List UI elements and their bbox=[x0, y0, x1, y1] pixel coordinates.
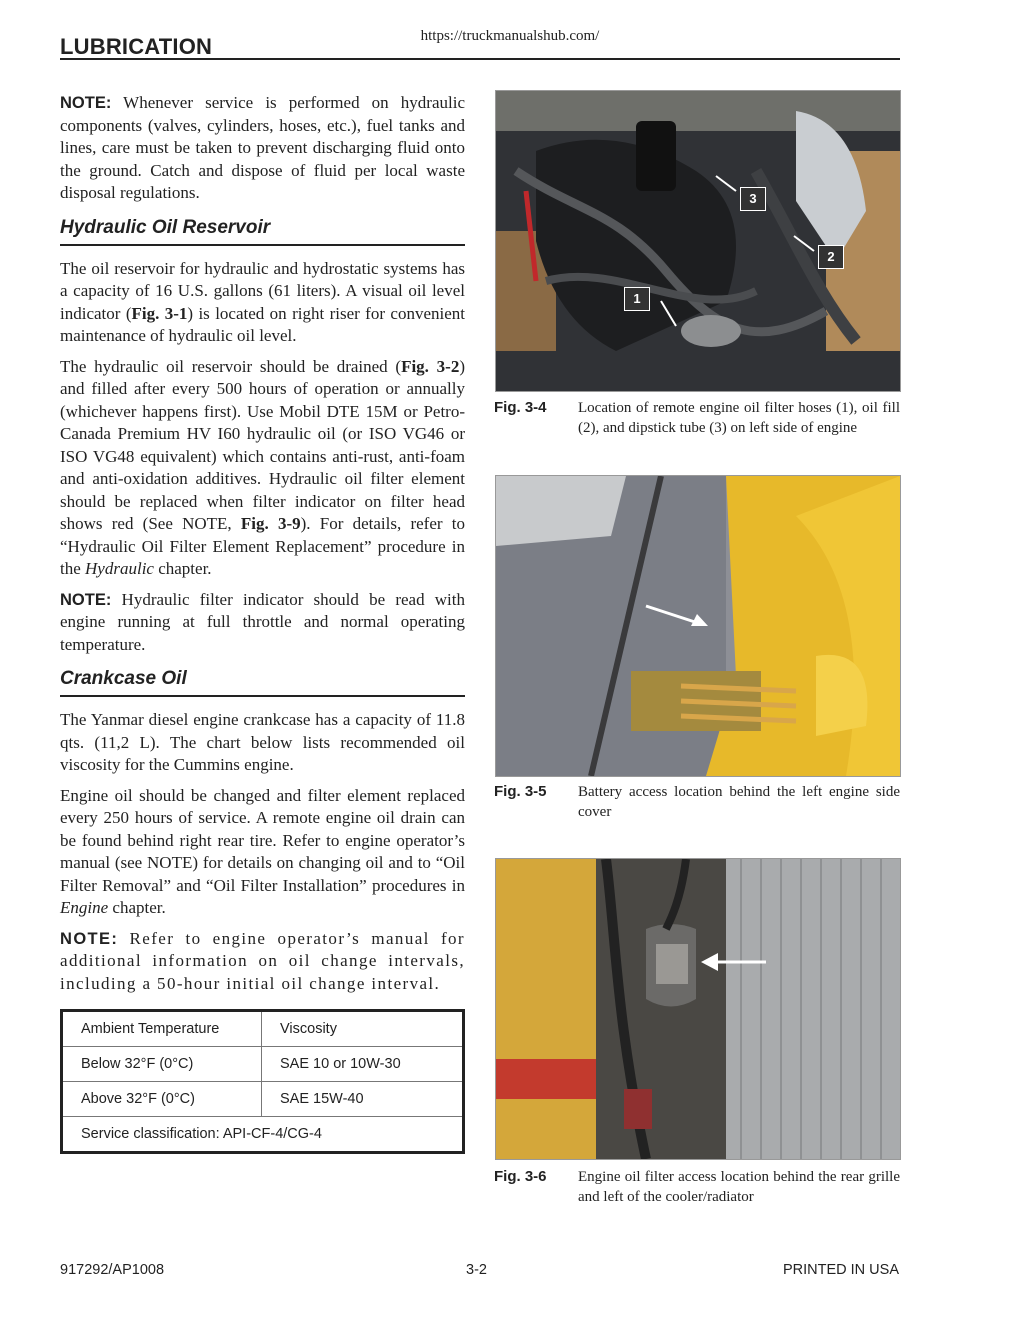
fig-ref[interactable]: Fig. 3-2 bbox=[401, 356, 460, 376]
oil-filter-photo bbox=[495, 858, 901, 1160]
note-paragraph bbox=[60, 589, 465, 657]
header-url: https://truckmanualshub.com/ bbox=[420, 28, 600, 44]
text-run: chapter. bbox=[153, 559, 212, 578]
note-text: Hydraulic filter indicator should be read with engine running at full throttle and normal operating temperature. bbox=[60, 589, 465, 654]
fig-ref[interactable]: Fig. 3-9 bbox=[240, 514, 301, 533]
note-text: Whenever service is performed on hydraulic components (valves, cylinders, hoses, etc.), fuel tanks and lines, care must be taken to prevent discharging fluid onto the ground. Catch and dispose of fluid per local waste disposal regulations. bbox=[60, 93, 465, 202]
note-label: NOTE: bbox=[60, 590, 112, 609]
chapter-ref: Engine bbox=[60, 898, 109, 917]
table-header-cell: Viscosity bbox=[280, 1021, 337, 1037]
figure-caption bbox=[494, 1167, 900, 1207]
figure-caption-text: Battery access location behind the left engine side cover bbox=[578, 784, 900, 820]
footer-doc-number: 917292/AP1008 bbox=[60, 1262, 165, 1278]
table-footer-cell: Service classification: API-CF-4/CG-4 bbox=[81, 1126, 322, 1142]
oil-change-paragraph bbox=[60, 785, 465, 920]
table-footer-row bbox=[63, 1117, 462, 1151]
engine-photo bbox=[495, 90, 901, 392]
note-paragraph bbox=[60, 928, 465, 996]
table-cell: SAE 15W-40 bbox=[280, 1091, 364, 1107]
reservoir-drain-paragraph bbox=[60, 356, 465, 581]
figure-caption bbox=[494, 398, 900, 438]
footer-printed: PRINTED IN USA bbox=[782, 1262, 899, 1278]
note-paragraph bbox=[60, 92, 465, 205]
note-label: NOTE: bbox=[60, 929, 119, 948]
figure-label: Fig. 3-4 bbox=[494, 399, 547, 416]
callout-1: 1 bbox=[624, 287, 650, 311]
fig-ref[interactable]: Fig. 3-1 bbox=[131, 303, 188, 323]
callout-3: 3 bbox=[740, 187, 766, 211]
reservoir-capacity-paragraph bbox=[60, 258, 465, 348]
figure-caption-text: Location of remote engine oil filter hoses (1), oil fill (2), and dipstick tube (3) on left side of engine bbox=[578, 400, 900, 436]
viscosity-table bbox=[60, 1009, 465, 1154]
engine-illustration bbox=[496, 91, 900, 391]
table-row bbox=[63, 1082, 462, 1117]
text-run: ) is located on right riser for convenient maintenance of hydraulic oil level. bbox=[60, 303, 465, 345]
table-header-cell: Ambient Temperature bbox=[63, 1012, 262, 1046]
figure-label: Fig. 3-5 bbox=[494, 783, 547, 800]
battery-illustration bbox=[496, 476, 900, 776]
oil-filter-illustration bbox=[496, 859, 900, 1159]
left-column bbox=[60, 92, 465, 1154]
heading-hydraulic-oil-reservoir: Hydraulic Oil Reservoir bbox=[60, 213, 465, 246]
table-cell: Above 32°F (0°C) bbox=[63, 1082, 262, 1116]
table-cell: SAE 10 or 10W-30 bbox=[280, 1056, 401, 1072]
callout-2: 2 bbox=[818, 245, 844, 269]
table-row bbox=[63, 1047, 462, 1082]
heading-crankcase-oil: Crankcase Oil bbox=[60, 664, 465, 697]
text-run: ). For details, refer to “Hydraulic Oil Filter Element Replacement” procedure in the bbox=[60, 514, 465, 578]
text-run: Engine oil should be changed and filter element replaced every 250 hours of service. A remote engine oil drain can be found behind right rear tire. Refer to engine operator’s manual (see NOTE) for details on changing oil and to “Oil Filter Removal” and “Oil Filter Installation” procedures in bbox=[60, 785, 465, 895]
text-run: ) and filled after every 500 hours of operation or annually (whichever happens first). Use Mobil DTE 15M or Petro-Canada Premium HV I60 hydraulic oil (or ISO VG46 or ISO VG48 equivalent) which contains anti-rust, anti-foam and anti-oxidation additives. Hydraulic oil filter element should be replaced when filter indicator on filter head shows red (See NOTE, bbox=[60, 356, 465, 533]
footer-page-number: 3-2 bbox=[466, 1262, 487, 1278]
table-cell: Below 32°F (0°C) bbox=[63, 1047, 262, 1081]
note-label: NOTE: bbox=[60, 94, 112, 112]
figure-label: Fig. 3-6 bbox=[494, 1168, 547, 1185]
table-header-row bbox=[63, 1012, 462, 1047]
section-title: LUBRICATION bbox=[60, 34, 213, 59]
battery-access-photo bbox=[495, 475, 901, 777]
figure-caption bbox=[494, 782, 900, 822]
text-run: The hydraulic oil reservoir should be drained ( bbox=[60, 356, 402, 376]
header-rule bbox=[60, 58, 900, 60]
figure-caption-text: Engine oil filter access location behind the rear grille and left of the cooler/radiator bbox=[578, 1169, 900, 1205]
note-text: Refer to engine operator’s manual for additional information on oil change intervals, including a 50-hour initial oil change interval. bbox=[60, 928, 465, 993]
chapter-ref: Hydraulic bbox=[85, 559, 154, 578]
text-run: The oil reservoir for hydraulic and hydrostatic systems has a capacity of 16 U.S. gallons (61 liters). A visual oil level indicator ( bbox=[60, 258, 465, 323]
crankcase-capacity-paragraph: The Yanmar diesel engine crankcase has a capacity of 11.8 qts. (11,2 L). The chart below lists recommended oil viscosity for the Cummins engine. bbox=[60, 710, 465, 774]
text-run: chapter. bbox=[108, 898, 166, 917]
